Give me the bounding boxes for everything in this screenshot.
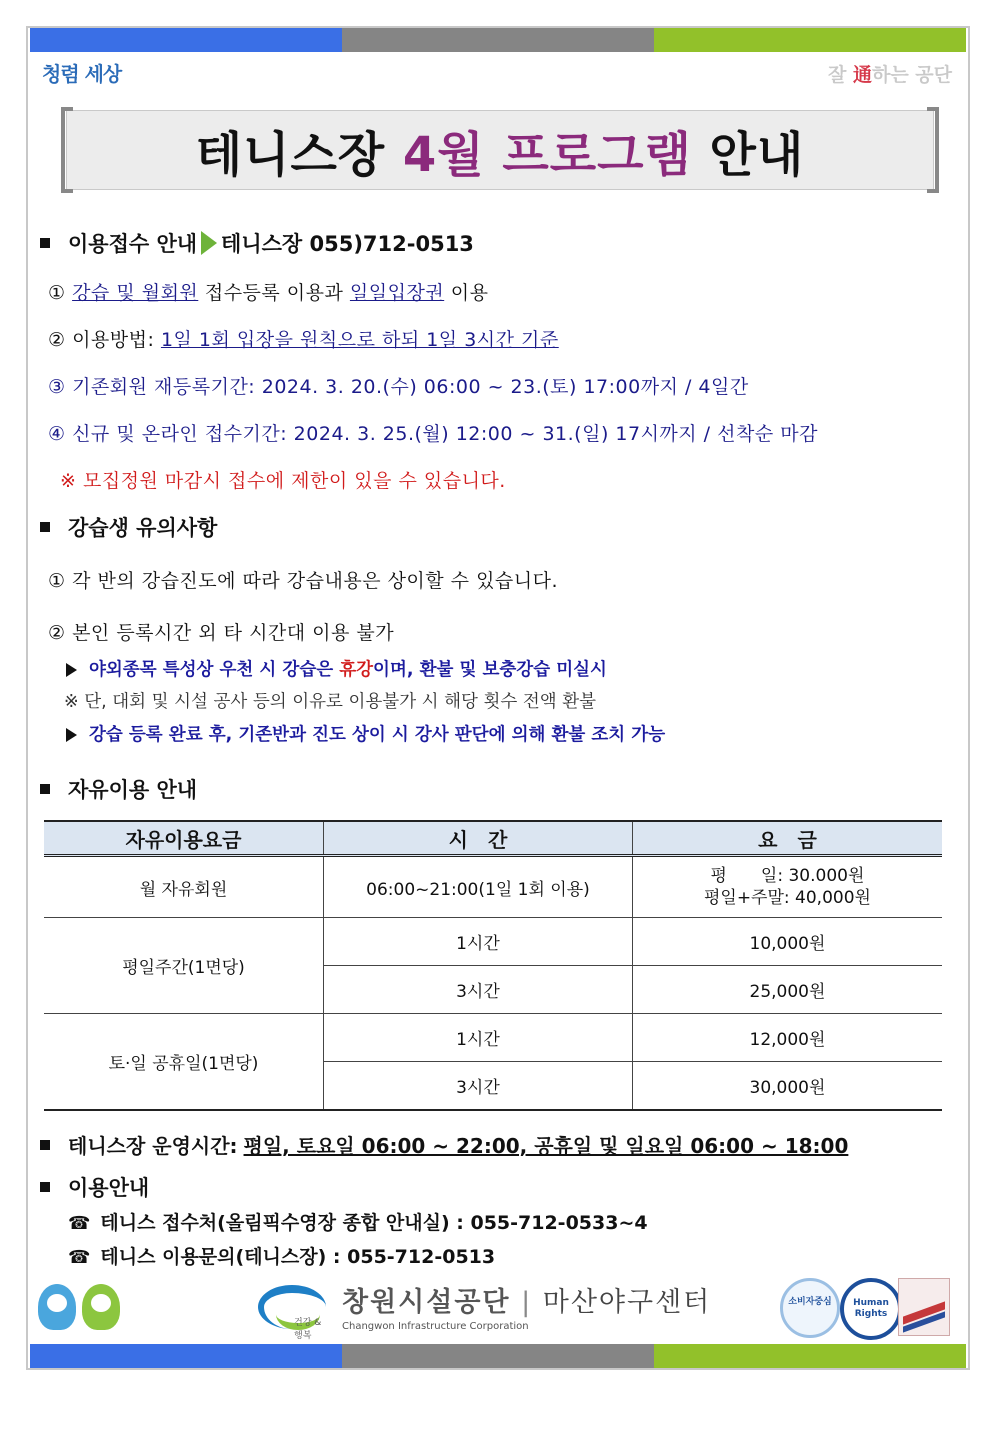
table-cell: 1시간: [324, 918, 633, 966]
corporation-name: 창원시설공단: [342, 1287, 511, 1318]
student-note-1: ① 각 반의 강습진도에 따라 강습내용은 상이할 수 있습니다.: [48, 570, 559, 592]
column-header: 요 금: [632, 821, 942, 856]
swoosh-logo-icon: 건강 & 행복: [258, 1281, 328, 1331]
table-row: [44, 1014, 942, 1062]
table-cell: 06:00~21:00(1일 1회 이용): [324, 856, 633, 918]
table-cell: 월 자유회원: [44, 856, 324, 918]
column-header: 자유이용요금: [44, 821, 324, 856]
table-cell: 25,000원: [632, 966, 942, 1014]
slogan-logo: 잘 通하는 공단: [827, 64, 952, 86]
section-registration-heading: 이용접수 안내 테니스장 055)712-0513: [40, 228, 474, 258]
triangle-bullet-icon: [66, 728, 77, 742]
fee-table-header: [44, 821, 942, 856]
table-cell: 평 일: 30.000원 평일+주말: 40,000원: [632, 856, 942, 918]
top-color-bar: [30, 28, 966, 52]
certification-badge-icon: [898, 1278, 950, 1336]
table-cell: 1시간: [324, 1014, 633, 1062]
refund-note: ※ 단, 대회 및 시설 공사 등의 이유로 이용불가 시 해당 횟수 전액 환불: [64, 692, 597, 712]
corporation-logo: 건강 & 행복 창원시설공단 | 마산야구센터 Changwon Infrastructure Corporation: [258, 1280, 711, 1332]
table-cell: 10,000원: [632, 918, 942, 966]
student-note-2: ② 본인 등록시간 외 타 시간대 이용 불가: [48, 622, 395, 644]
title-banner: [66, 110, 934, 190]
table-cell: 토·일 공휴일(1면당): [44, 1014, 324, 1111]
document-page: [26, 26, 970, 1370]
table-cell: 12,000원: [632, 1014, 942, 1062]
contact-line-2: ☎ 테니스 이용문의(테니스장) : 055-712-0513: [68, 1246, 496, 1268]
usage-info-heading: 이용안내: [40, 1172, 149, 1202]
operating-hours: 테니스장 운영시간: 평일, 토요일 06:00 ~ 22:00, 공휴일 및 일요일 06:00 ~ 18:00: [40, 1130, 848, 1159]
contact-line-1: ☎ 테니스 접수처(올림픽수영장 종합 안내실) : 055-712-0533~4: [68, 1212, 648, 1234]
human-rights-badge-icon: Human Rights: [840, 1278, 902, 1340]
table-cell: 3시간: [324, 966, 633, 1014]
registration-notice: ※ 모집정원 마감시 접수에 제한이 있을 수 있습니다.: [60, 470, 506, 492]
mascot-icon: [38, 1284, 76, 1330]
bottom-color-bar: [30, 1344, 966, 1368]
table-row: [44, 856, 942, 918]
registration-item-1: ① 강습 및 월회원 접수등록 이용과 일일입장권 이용: [48, 282, 489, 304]
registration-item-3: ③ 기존회원 재등록기간: 2024. 3. 20.(수) 06:00 ~ 23.(토) 17:00까지 / 4일간: [48, 376, 749, 398]
class-refund-bullet: 강습 등록 완료 후, 기존반과 진도 상이 시 강사 판단에 의해 환불 조치 가능: [66, 721, 665, 746]
section-student-notes-heading: 강습생 유의사항: [40, 512, 217, 542]
column-header: 시 간: [324, 821, 633, 856]
table-cell: 30,000원: [632, 1062, 942, 1111]
phone-icon: ☎: [68, 1213, 91, 1234]
table-row: [44, 918, 942, 966]
mascot-icon: [82, 1284, 120, 1330]
consumer-badge-icon: 소비자중심: [780, 1278, 840, 1338]
integrity-logo: 청렴 세상: [42, 62, 122, 86]
arrow-icon: [201, 231, 217, 255]
triangle-bullet-icon: [66, 663, 77, 677]
section-free-use-heading: 자유이용 안내: [40, 774, 197, 804]
registration-item-2: ② 이용방법: 1일 1회 입장을 원칙으로 하되 1일 3시간 기준: [48, 329, 559, 351]
fee-table: [44, 820, 942, 1111]
table-cell: 3시간: [324, 1062, 633, 1111]
rain-policy-bullet: 야외종목 특성상 우천 시 강습은 휴강이며, 환불 및 보충강습 미실시: [66, 656, 607, 681]
table-cell: 평일주간(1면당): [44, 918, 324, 1014]
registration-item-4: ④ 신규 및 온라인 접수기간: 2024. 3. 25.(월) 12:00 ~ 31.(일) 17시까지 / 선착순 마감: [48, 423, 818, 445]
phone-icon: ☎: [68, 1247, 91, 1268]
page-title: 테니스장 4월 프로그램 안내: [195, 126, 805, 183]
corporation-english-name: Changwon Infrastructure Corporation: [342, 1321, 529, 1332]
center-name: 마산야구센터: [542, 1287, 712, 1318]
